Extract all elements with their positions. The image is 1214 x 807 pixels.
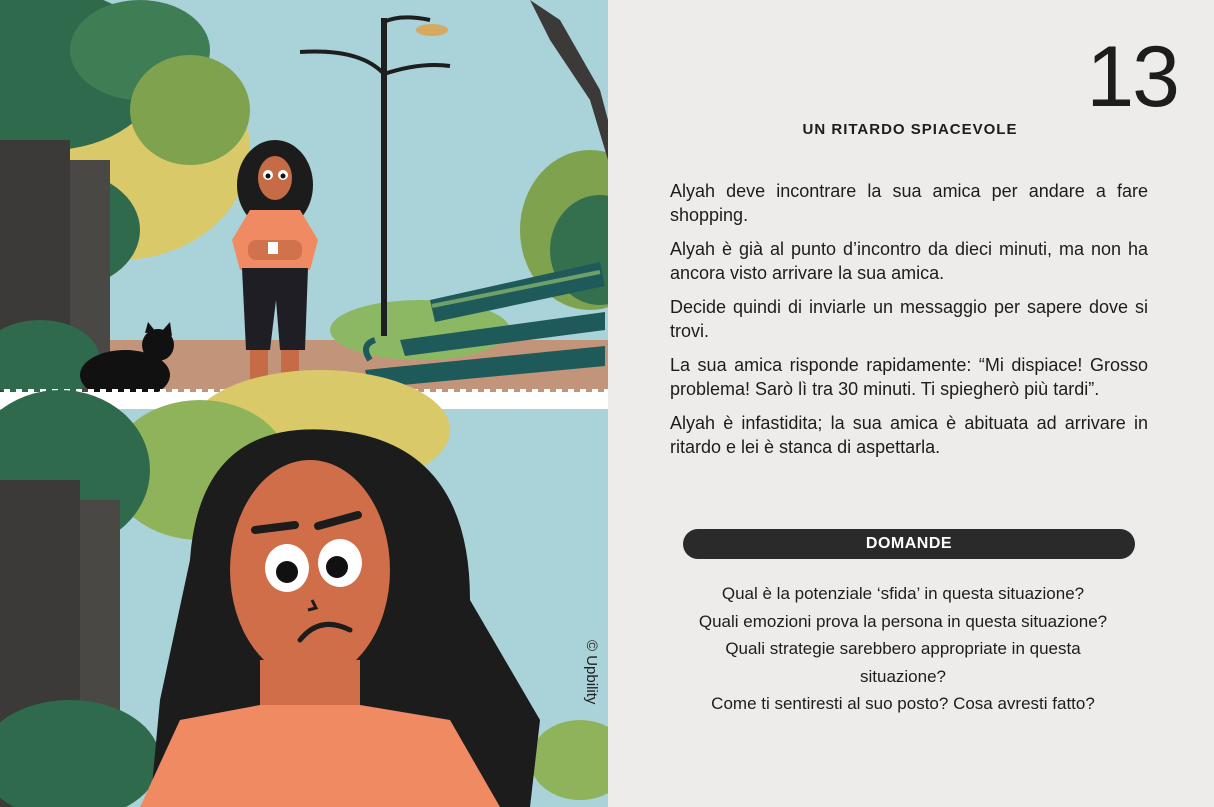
question-line: Quali emozioni prova la persona in questa situazione? bbox=[698, 611, 1108, 631]
question-line: situazione? bbox=[859, 666, 946, 686]
question-line: Come ti sentiresti al suo posto? Cosa avresti fatto? bbox=[711, 694, 1095, 713]
top-scene bbox=[0, 0, 608, 405]
question-line: Quali strategie sarebbero appropriate in questa bbox=[725, 639, 1081, 658]
story-text bbox=[670, 179, 1148, 469]
copyright-notice bbox=[580, 640, 604, 720]
copyright-text: © Upbility bbox=[583, 640, 600, 705]
card-title: UN RITARDO SPIACEVOLE bbox=[802, 121, 1018, 138]
bottom-scene bbox=[0, 370, 608, 807]
card-number: 13 bbox=[1086, 29, 1178, 125]
story-paragraph: Alyah deve incontrare la sua amica per andare a fare shopping. bbox=[670, 181, 1148, 225]
story-paragraph: Alyah è già al punto d’incontro da dieci minuti, ma non ha ancora visto arrivare la sua amica. bbox=[670, 239, 1148, 283]
card-text-panel bbox=[608, 0, 1214, 807]
question-line: Qual è la potenziale ‘sfida’ in questa situazione? bbox=[721, 584, 1085, 603]
story-paragraph: La sua amica risponde rapidamente: “Mi dispiace! Grosso problema! Sarò lì tra 30 minuti. Ti spiegherò più tardi”. bbox=[670, 355, 1148, 399]
story-paragraph: Alyah è infastidita; la sua amica è abituata ad arrivare in ritardo e lei è stanca di aspettarla. bbox=[670, 413, 1148, 457]
story-paragraph: Decide quindi di inviarle un messaggio per sapere dove si trovi. bbox=[670, 297, 1148, 341]
questions-header: DOMANDE bbox=[683, 529, 1135, 559]
questions-list bbox=[668, 580, 1138, 718]
